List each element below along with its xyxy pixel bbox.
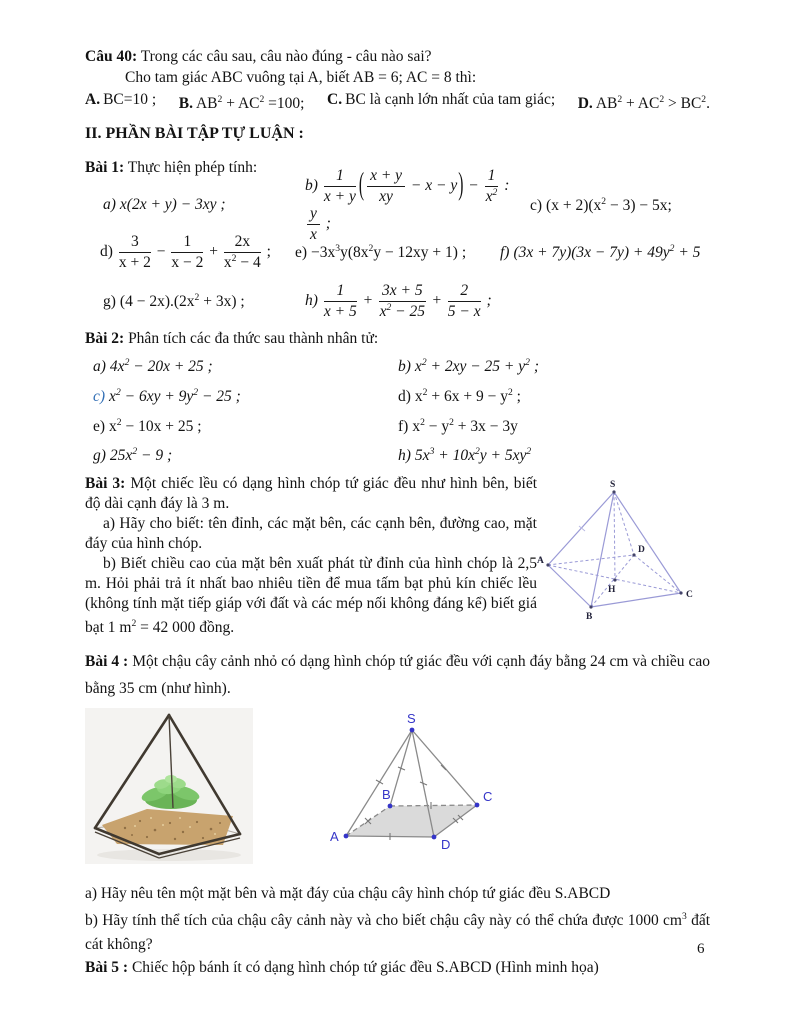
- sabcd-pyramid-diagram: [299, 710, 529, 862]
- bai3-pyramid-figure: [535, 476, 715, 633]
- bai1-label: Bài 1:: [85, 159, 125, 177]
- fig4-label-b: B: [382, 786, 391, 802]
- bai2-title: Phân tích các đa thức sau thành nhân tử:: [128, 330, 379, 348]
- bai3-part-a: a) Hãy cho biết: tên đỉnh, các mặt bên, các cạnh bên, đường cao, mặt đáy của hình chóp.: [85, 514, 537, 552]
- bai3-intro: Bài 3: Một chiếc lều có dạng hình chóp tứ giác đều như hình bên, biết độ dài cạnh đáy là 3 m.: [85, 474, 538, 512]
- bai2-item-g: g) $25x^2 - 9$ ;: [93, 446, 173, 465]
- bai4-heading: [85, 648, 710, 702]
- bai4-question-b: b) Hãy tính thể tích của chậu cây cảnh này và cho biết chậu cây này có thể chứa được 1000 $cm^3$ đất cát không?: [85, 911, 711, 953]
- bai1-item-c: c) $(x + 2)(x^2 - 3) - 5x$;: [530, 195, 672, 214]
- vertex-label-s: S: [610, 479, 616, 490]
- glass-pyramid-planter-image: [85, 708, 253, 864]
- bai3-section: [85, 474, 710, 646]
- bai4-label: Bài 4 :: [85, 652, 129, 670]
- option-c: C. BC là cạnh lớn nhất của tam giác;: [327, 91, 556, 108]
- cau40-question-text: Trong các câu sau, câu nào đúng - câu nào sai?: [140, 48, 432, 65]
- bai2-item-b: b) $x^2 + 2xy - 25 + y^2$ ;: [398, 357, 539, 376]
- vertex-label-c: C: [686, 589, 693, 600]
- bai2-items-grid: [85, 352, 710, 468]
- bai4-text: Một chậu cây cảnh nhỏ có dạng hình chóp tứ giác đều với cạnh đáy bằng 24 cm và chiều cao bằng 35 cm (như hình).: [85, 652, 711, 697]
- bai2-label: Bài 2:: [85, 330, 125, 348]
- bai3-part-b: b) Biết chiều cao của mặt bên xuất phát từ đỉnh của hình chóp là 2,5 m. Hỏi phải trả ít nhất bao nhiêu tiền để mua tấm bạt phủ kín chiếc lều (không tính mặt tiếp giáp với đất và các mép nối không đáng kể) biết giá bạt 1 $m^2 = 42$ 000 đồng.: [85, 554, 537, 636]
- bai3-label: Bài 3:: [85, 474, 126, 492]
- bai1-item-e: $e) -3x^3y(8x^2y - 12xy + 1)$ ;: [295, 242, 467, 261]
- cau40-question-line: [85, 46, 710, 67]
- bai2-item-f: f) $x^2 - y^2 + 3x - 3y$: [398, 416, 518, 435]
- bai2-item-e: e) $x^2 - 10x + 25$ ;: [93, 416, 202, 435]
- vertex-label-b: B: [586, 611, 593, 622]
- bai4-questions: [85, 882, 710, 980]
- bai1-item-h: h) $\frac{1}{x + 5}$ + $\frac{3x + 5}{x^2 - 25}$ + $\frac{2}{5 - x}$ ;: [305, 282, 492, 320]
- bai1-item-g: g) $(4 - 2x).(2x^2 + 3x)$ ;: [103, 291, 245, 310]
- bai5-text: Chiếc hộp bánh ít có dạng hình chóp tứ giác đều S.ABCD (Hình minh họa): [131, 959, 599, 977]
- cau40-label: Câu 40:: [85, 48, 138, 65]
- option-a: A. BC=10 ;: [85, 91, 157, 108]
- bai2-item-a: a) $4x^2 - 20x + 25$ ;: [93, 357, 213, 376]
- section-ii-title: II. PHẦN BÀI TẬP TỰ LUẬN :: [85, 125, 304, 143]
- bai2-item-c: c) $x^2 - 6xy + 9y^2 - 25$ ;: [93, 386, 241, 405]
- vertex-label-d: D: [638, 544, 645, 555]
- option-d: D. $AB^2 + AC^2 > BC^2$.: [577, 94, 710, 113]
- bai1-item-d: d) $\frac{3}{x + 2}$ − $\frac{1}{x - 2}$ + $\frac{2x}{x^2 - 4}$ ;: [100, 233, 271, 271]
- fig4-label-c: C: [483, 788, 493, 804]
- fig4-label-a: A: [330, 828, 339, 844]
- bai5-label: Bài 5 :: [85, 959, 129, 977]
- bai4-question-a: a) Hãy nêu tên một mặt bên và mặt đáy của chậu cây hình chóp tứ giác đều S.ABCD: [85, 884, 611, 902]
- bai2-item-h: h) $5x^3 + 10x^2y + 5xy^2$: [398, 446, 532, 465]
- bai1-item-b: b) $\frac{1}{x + y}$ ( $\frac{x + y}{xy}$ − x − y) − $\frac{1}{x^2}$ : $\frac{y}{x}$ ;: [305, 167, 510, 243]
- fig4-label-s: S: [407, 710, 416, 726]
- terrarium-photo: [85, 708, 253, 869]
- bai1-row-3: [85, 277, 710, 325]
- bai3-text-block: [85, 474, 537, 638]
- bai1-item-a: a) x(2x + y) − 3xy ;: [103, 196, 226, 214]
- bai1-item-f: f) $(3x + 7y)(3x - 7y) + 49y^2 + 5$: [500, 242, 701, 261]
- fig4-label-d: D: [441, 836, 451, 852]
- page-number: 6: [697, 941, 705, 957]
- bai1-title: Thực hiện phép tính:: [127, 159, 258, 177]
- vertex-label-h: H: [608, 584, 616, 595]
- bai2-item-d: d) $x^2 + 6x + 9 - y^2$ ;: [398, 386, 521, 405]
- cau40-given-line: Cho tam giác ABC vuông tại A, biết AB = 6; AC = 8 thì:: [125, 69, 477, 86]
- tent-pyramid-diagram: [535, 476, 715, 628]
- cau40-options-row: [85, 89, 710, 115]
- option-b: B. $AB^2 + AC^2 =100$;: [178, 94, 305, 113]
- bai2-heading: [85, 328, 710, 349]
- vertex-label-a: A: [537, 555, 544, 566]
- bai4-pyramid-figure: [299, 710, 529, 867]
- bai5-heading: [85, 956, 710, 980]
- bai4-figures-row: [85, 708, 710, 866]
